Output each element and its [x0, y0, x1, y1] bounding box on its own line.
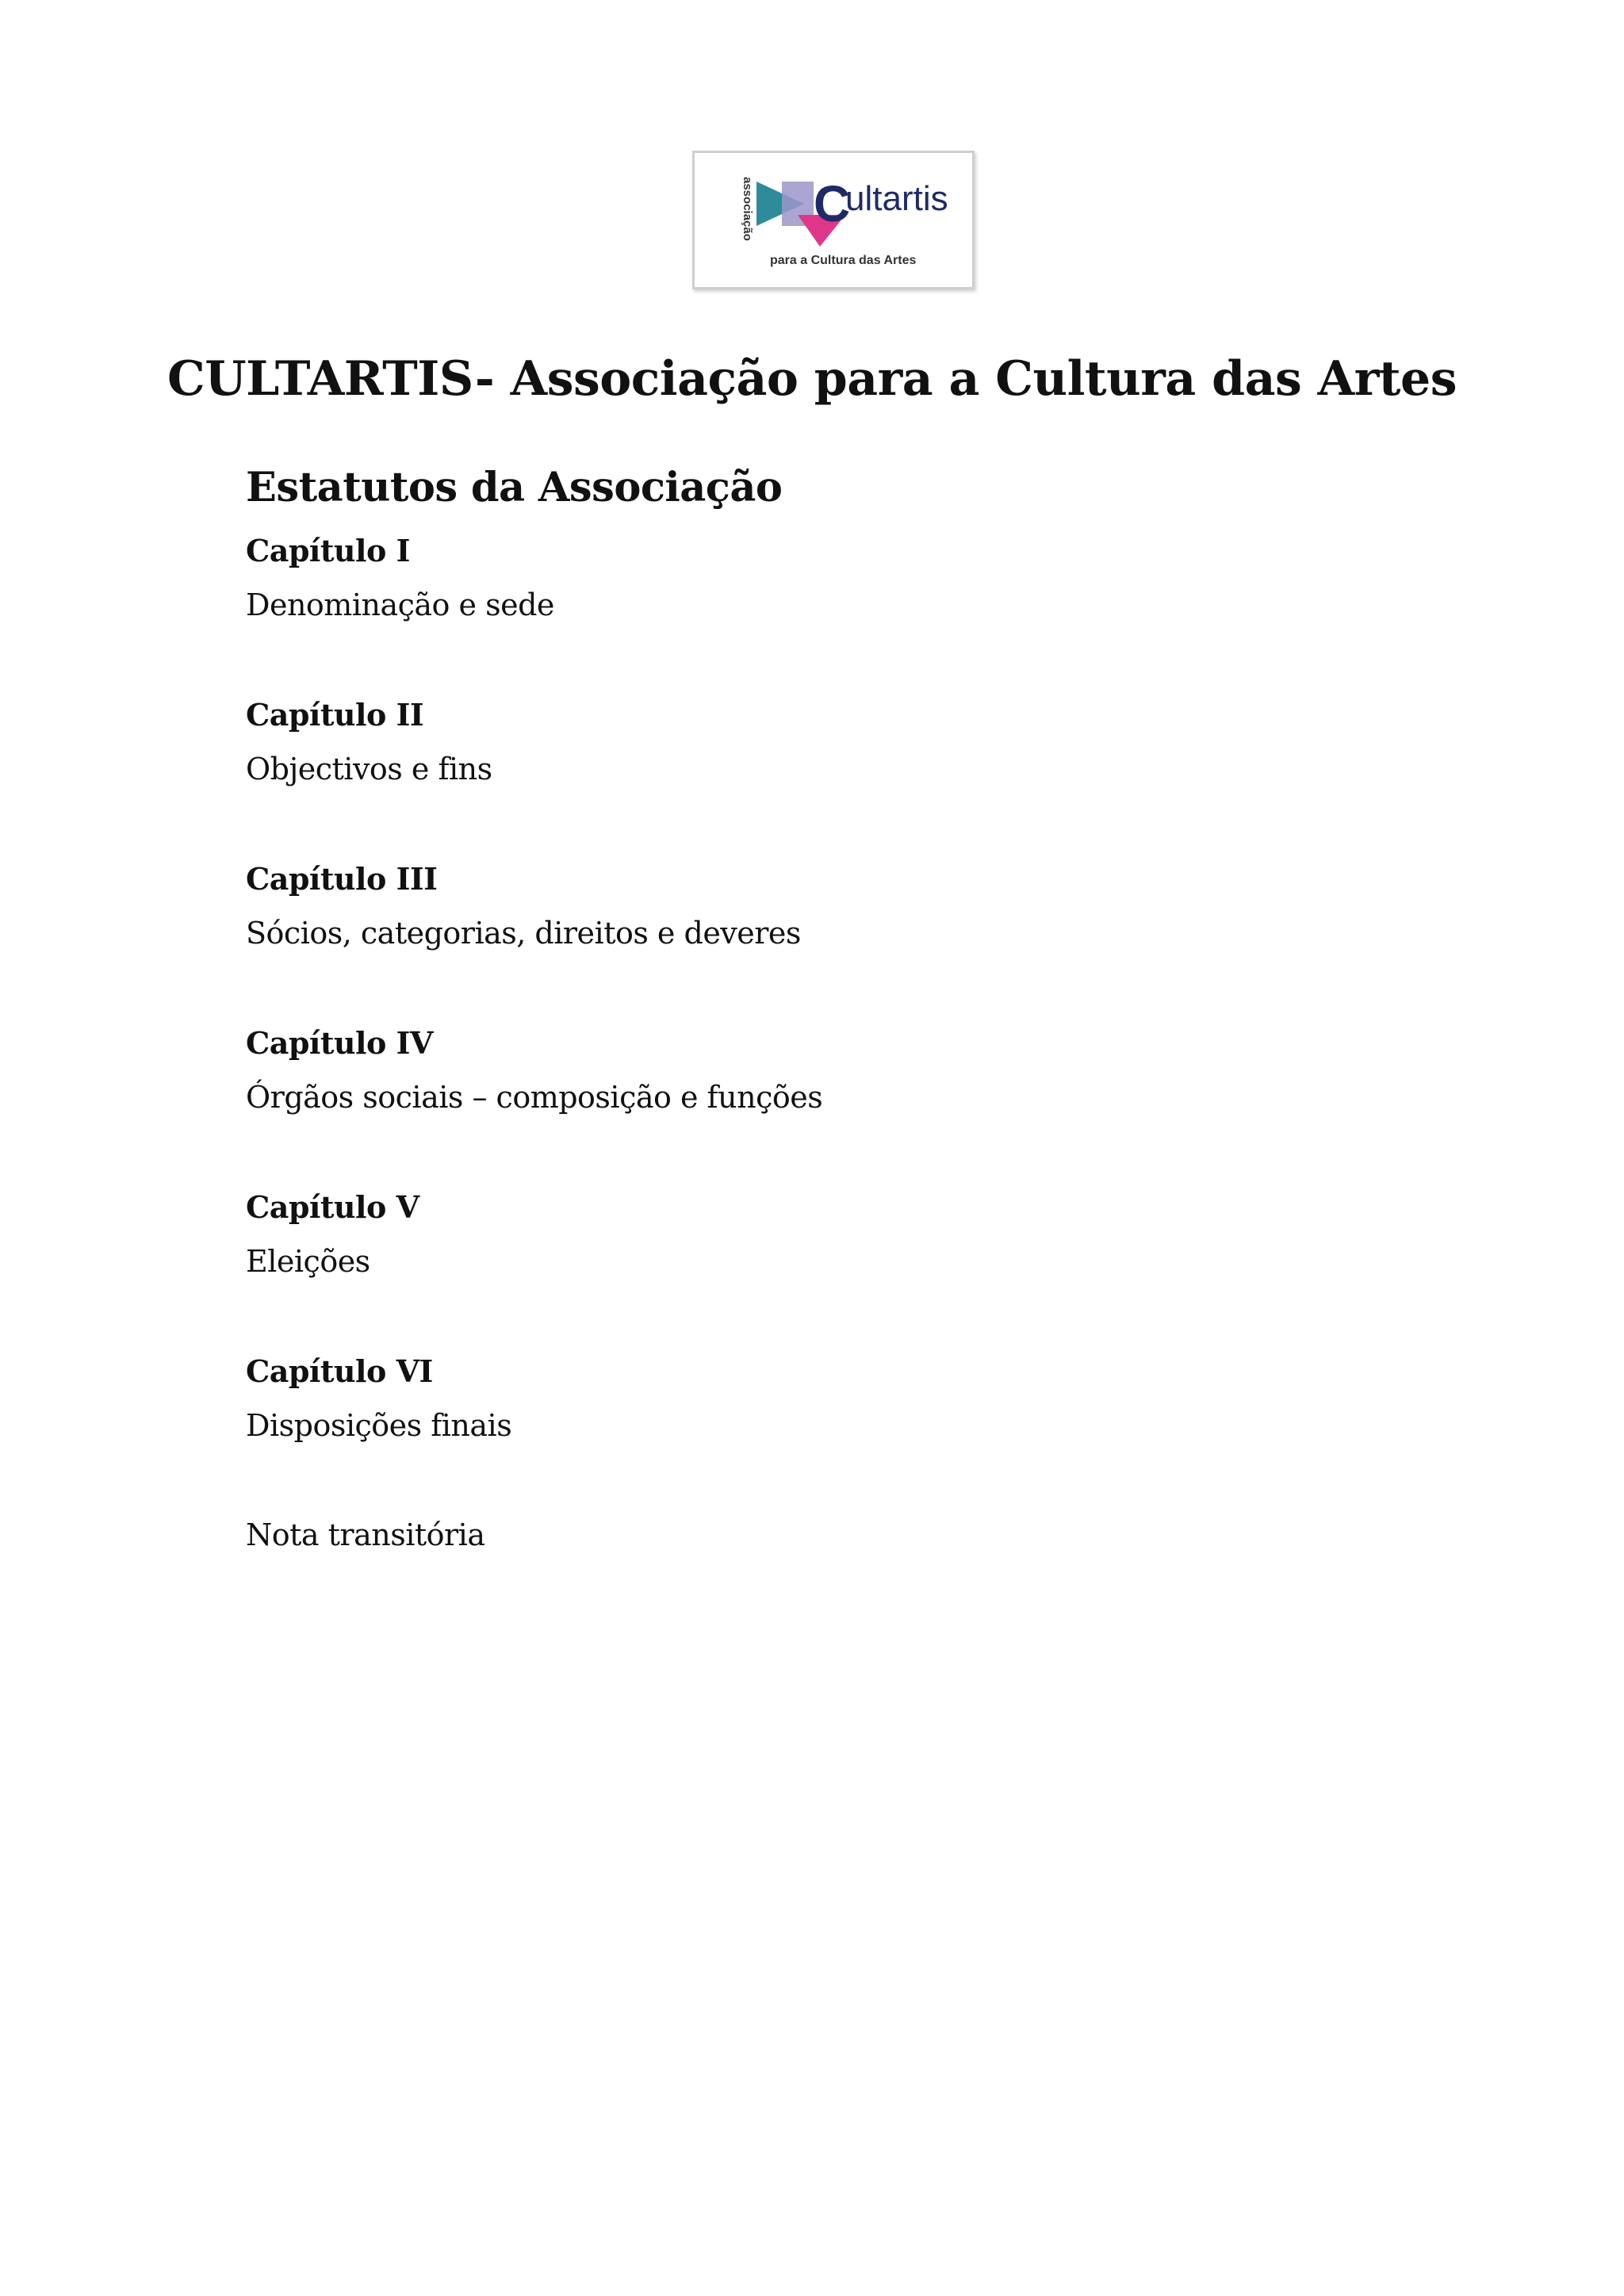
chapter-description: Disposições finais [246, 1408, 512, 1443]
chapter-description: Eleições [246, 1244, 370, 1279]
chapter-description: Denominação e sede [246, 587, 554, 622]
document-body [246, 460, 1435, 1563]
chapter-heading: Capítulo V [246, 1189, 419, 1225]
chapter-4 [246, 1016, 1435, 1125]
chapter-description: Objectivos e fins [246, 752, 492, 786]
chapter-5 [246, 1180, 1435, 1289]
document-title: CULTARTIS- Associação para a Cultura das Artes [167, 351, 1457, 407]
chapter-heading: Capítulo III [246, 861, 438, 897]
chapter-description: Órgãos sociais – composição e funções [246, 1080, 823, 1115]
section-title: Estatutos da Associação [246, 464, 783, 511]
logo-brand-text: ultartis [845, 179, 948, 218]
chapter-6 [246, 1344, 1435, 1453]
logo-tagline: para a Cultura das Artes [770, 254, 917, 267]
chapter-heading: Capítulo II [246, 697, 424, 733]
chapter-1 [246, 523, 1435, 633]
chapter-heading: Capítulo VI [246, 1353, 433, 1389]
logo-vertical-text: associação [741, 177, 754, 241]
chapter-heading: Capítulo I [246, 533, 410, 568]
association-logo [692, 151, 975, 289]
chapter-2 [246, 687, 1435, 797]
chapter-description: Sócios, categorias, direitos e deveres [246, 916, 801, 951]
chapter-heading: Capítulo IV [246, 1025, 433, 1061]
logo-big-c: C [814, 175, 851, 232]
transitional-note: Nota transitória [246, 1517, 485, 1552]
chapter-3 [246, 851, 1435, 961]
